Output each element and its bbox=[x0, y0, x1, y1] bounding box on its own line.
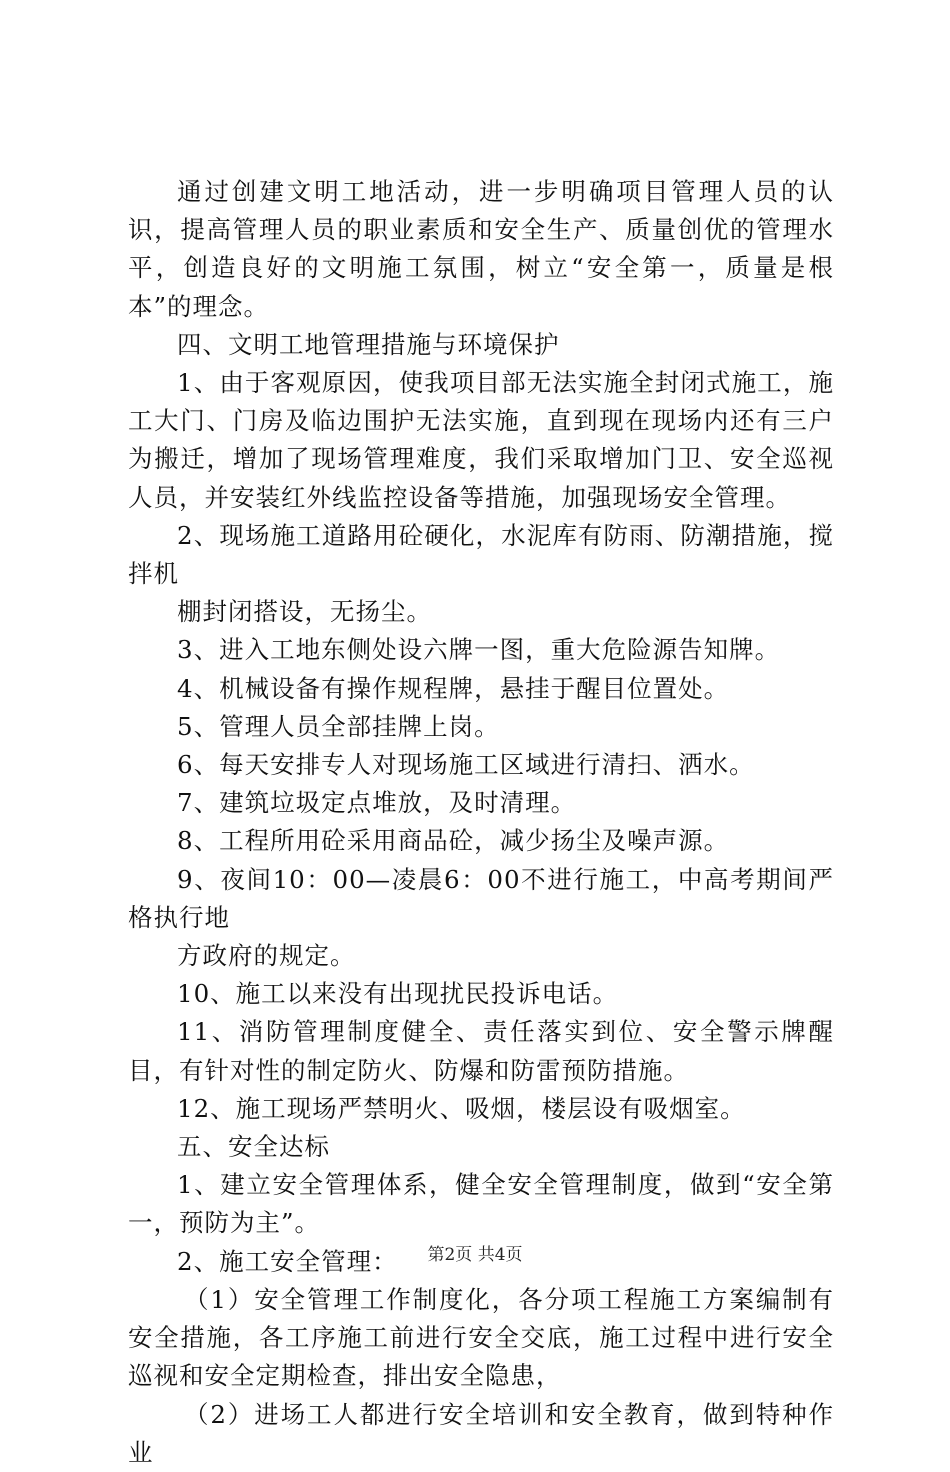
document-body bbox=[128, 173, 834, 1472]
paragraph-item-3: 3、进入工地东侧处设六牌一图，重大危险源告知牌。 bbox=[177, 635, 781, 665]
paragraph-item-1: 1、由于客观原因，使我项目部无法实施全封闭式施工，施工大门、门房及临边围护无法实施，直到现在现场内还有三户为搬迁，增加了现场管理难度，我们采取增加门卫、安全巡视人员，并安装红外线监控设备等措施，加强现场安全管理。 bbox=[128, 368, 834, 512]
paragraph-item-10: 10、施工以来没有出现扰民投诉电话。 bbox=[177, 979, 619, 1009]
paragraph-item-5: 5、管理人员全部挂牌上岗。 bbox=[177, 711, 500, 741]
paragraph-item-7: 7、建筑垃圾定点堆放，及时清理。 bbox=[177, 788, 577, 818]
paragraph-item-11: 11、消防管理制度健全、责任落实到位、安全警示牌醒目，有针对性的制定防火、防爆和防雷预防措施。 bbox=[128, 1017, 834, 1085]
paragraph-item-9: 9、夜间10：00—凌晨6：00不进行施工，中高考期间严格执行地 bbox=[128, 864, 834, 932]
paragraph-item-8: 8、工程所用砼采用商品砼，减少扬尘及噪声源。 bbox=[177, 826, 730, 856]
paragraph-safety-item-2: 2、施工安全管理： bbox=[177, 1246, 398, 1276]
paragraph-safety-sub-1: （1）安全管理工作制度化，各分项工程施工方案编制有安全措施，各工序施工前进行安全交底，施工过程中进行安全巡视和安全定期检查，排出安全隐患， bbox=[128, 1284, 834, 1391]
section-heading-civilized-site: 四、文明工地管理措施与环境保护 bbox=[177, 329, 560, 359]
page-footer: 第2页 共4页 bbox=[427, 1245, 523, 1265]
paragraph-item-4: 4、机械设备有操作规程牌，悬挂于醒目位置处。 bbox=[177, 673, 730, 703]
paragraph-item-12: 12、施工现场严禁明火、吸烟，楼层设有吸烟室。 bbox=[177, 1093, 746, 1123]
paragraph-safety-item-1: 1、建立安全管理体系，健全安全管理制度，做到“安全第一，预防为主”。 bbox=[128, 1170, 834, 1238]
paragraph-item-9-continued: 方政府的规定。 bbox=[177, 941, 356, 971]
section-heading-safety: 五、安全达标 bbox=[177, 1132, 330, 1162]
paragraph-item-6: 6、每天安排专人对现场施工区域进行清扫、洒水。 bbox=[177, 750, 755, 780]
paragraph-safety-sub-2: （2）进场工人都进行安全培训和安全教育，做到特种作业 bbox=[128, 1399, 834, 1467]
paragraph-item-2-continued: 棚封闭搭设，无扬尘。 bbox=[177, 597, 432, 627]
paragraph-intro: 通过创建文明工地活动，进一步明确项目管理人员的认识，提高管理人员的职业素质和安全生产、质量创优的管理水平，创造良好的文明施工氛围，树立“安全第一，质量是根本”的理念。 bbox=[128, 177, 834, 321]
paragraph-item-2: 2、现场施工道路用砼硬化，水泥库有防雨、防潮措施，搅拌机 bbox=[128, 520, 834, 589]
